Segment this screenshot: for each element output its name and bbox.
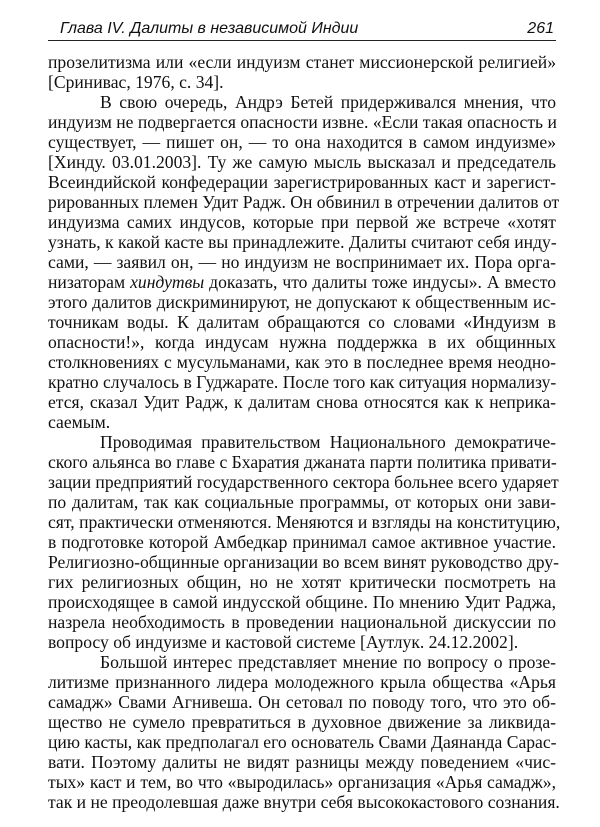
text-line: тых» каст и тем, во что «выродилась» организация «Арья самадж», (48, 772, 556, 792)
chapter-title: Глава IV. Далиты в независимой Индии (60, 20, 359, 37)
paragraph (48, 92, 560, 432)
text-line: прозелитизма или «если индуизм станет миссионерской религией» (48, 52, 556, 72)
running-header (48, 18, 556, 41)
text-line: зации предприятий государственного сектора больнее всего ударяет (48, 472, 559, 492)
text-line: этого далитов дискриминируют, не допускают к общественным ис- (48, 292, 556, 312)
paragraph (48, 652, 560, 812)
text-segment: низаторам (48, 272, 131, 292)
text-line: происходящее в самой индусской общине. По мнению Удит Раджа, (48, 592, 556, 612)
text-line: [Хинду. 03.01.2003]. Ту же самую мысль высказал и председатель (48, 152, 556, 172)
text-line: индуизма самих индусов, которые при первой же встрече «хотят (48, 212, 556, 232)
text-line: вопросу об индуизме и кастовой системе [Аутлук. 24.12.2002]. (48, 632, 519, 652)
text-line: назрела необходимость в проведении национальной дискуссии по (48, 612, 556, 632)
page-number: 261 (527, 20, 554, 37)
text-line: Большой интерес представляет мнение по вопросу о прозе- (100, 652, 556, 672)
text-line: щество не сумело превратиться в духовное движение за ликвида- (48, 712, 556, 732)
text-segment: доказать, что далиты тоже индусы». А вместо (204, 272, 556, 292)
italic-term: хиндутвы (130, 272, 205, 292)
text-line: по далитам, так как социальные программы, от которых они зави- (48, 492, 556, 512)
text-line: так и не преодолевшая даже внутри себя высококастового сознания. (48, 792, 560, 812)
text-line: литизме признанного лидера молодежного крыла общества «Арья (48, 672, 556, 692)
text-line: саемым. (48, 412, 111, 432)
text-line: сами, — заявил он, — но индуизм не воспринимает их. Пора орга- (48, 252, 556, 272)
text-line: В свою очередь, Андрэ Бетей придерживался мнения, что (100, 92, 556, 112)
text-line: [Сринивас, 1976, с. 34]. (48, 72, 224, 92)
text-line: ского альянса во главе с Бхаратия джаната парти политика привати- (48, 452, 557, 472)
text-line: цию касты, как предполагал его основатель Свами Даянанда Сарас- (48, 732, 557, 752)
text-line: в подготовке которой Амбедкар принимал самое активное участие. (48, 532, 556, 552)
text-line: гих религиозных общин, но не хотят критически посмотреть на (48, 572, 556, 592)
text-line: точникам воды. К далитам обращаются со словами «Индуизм в (48, 312, 556, 332)
text-line: столкновениях с мусульманами, как это в последнее время неодно- (48, 352, 556, 372)
text-line: кратно случалось в Гуджарате. После того как ситуация нормализу- (48, 372, 557, 392)
paragraph (48, 52, 556, 92)
text-line: индуизм не подвергается опасности извне. «Если такая опасность и (48, 112, 557, 132)
text-line: ется, сказал Удит Радж, к далитам снова относятся как к неприка- (48, 392, 556, 412)
paragraph (48, 432, 561, 652)
page-body (48, 52, 561, 812)
text-line: Религиозно-общинные организации во всем винят руководство дру- (48, 552, 559, 572)
text-line (48, 272, 556, 292)
text-line: сят, практически отменяются. Меняются и взгляды на конституцию, (48, 512, 561, 532)
text-line: рированных племен Удит Радж. Он обвинил в отречении далитов от (48, 192, 560, 212)
text-line: узнать, к какой касте вы принадлежите. Далиты считают себя инду- (48, 232, 557, 252)
text-line: Проводимая правительством Национального демократиче- (100, 432, 556, 452)
text-line: вати. Поэтому далиты не видят разницы между поведением «чис- (48, 752, 556, 772)
text-line: существует, — пишет он, — то она находится в самом индуизме» (48, 132, 556, 152)
text-line: самадж» Свами Агнивеша. Он сетовал по поводу того, что это об- (48, 692, 556, 712)
text-line: Всеиндийской конфедерации зарегистрированных каст и зарегист- (48, 172, 556, 192)
text-line: опасности!», когда индусам нужна поддержка в их общинных (48, 332, 556, 352)
